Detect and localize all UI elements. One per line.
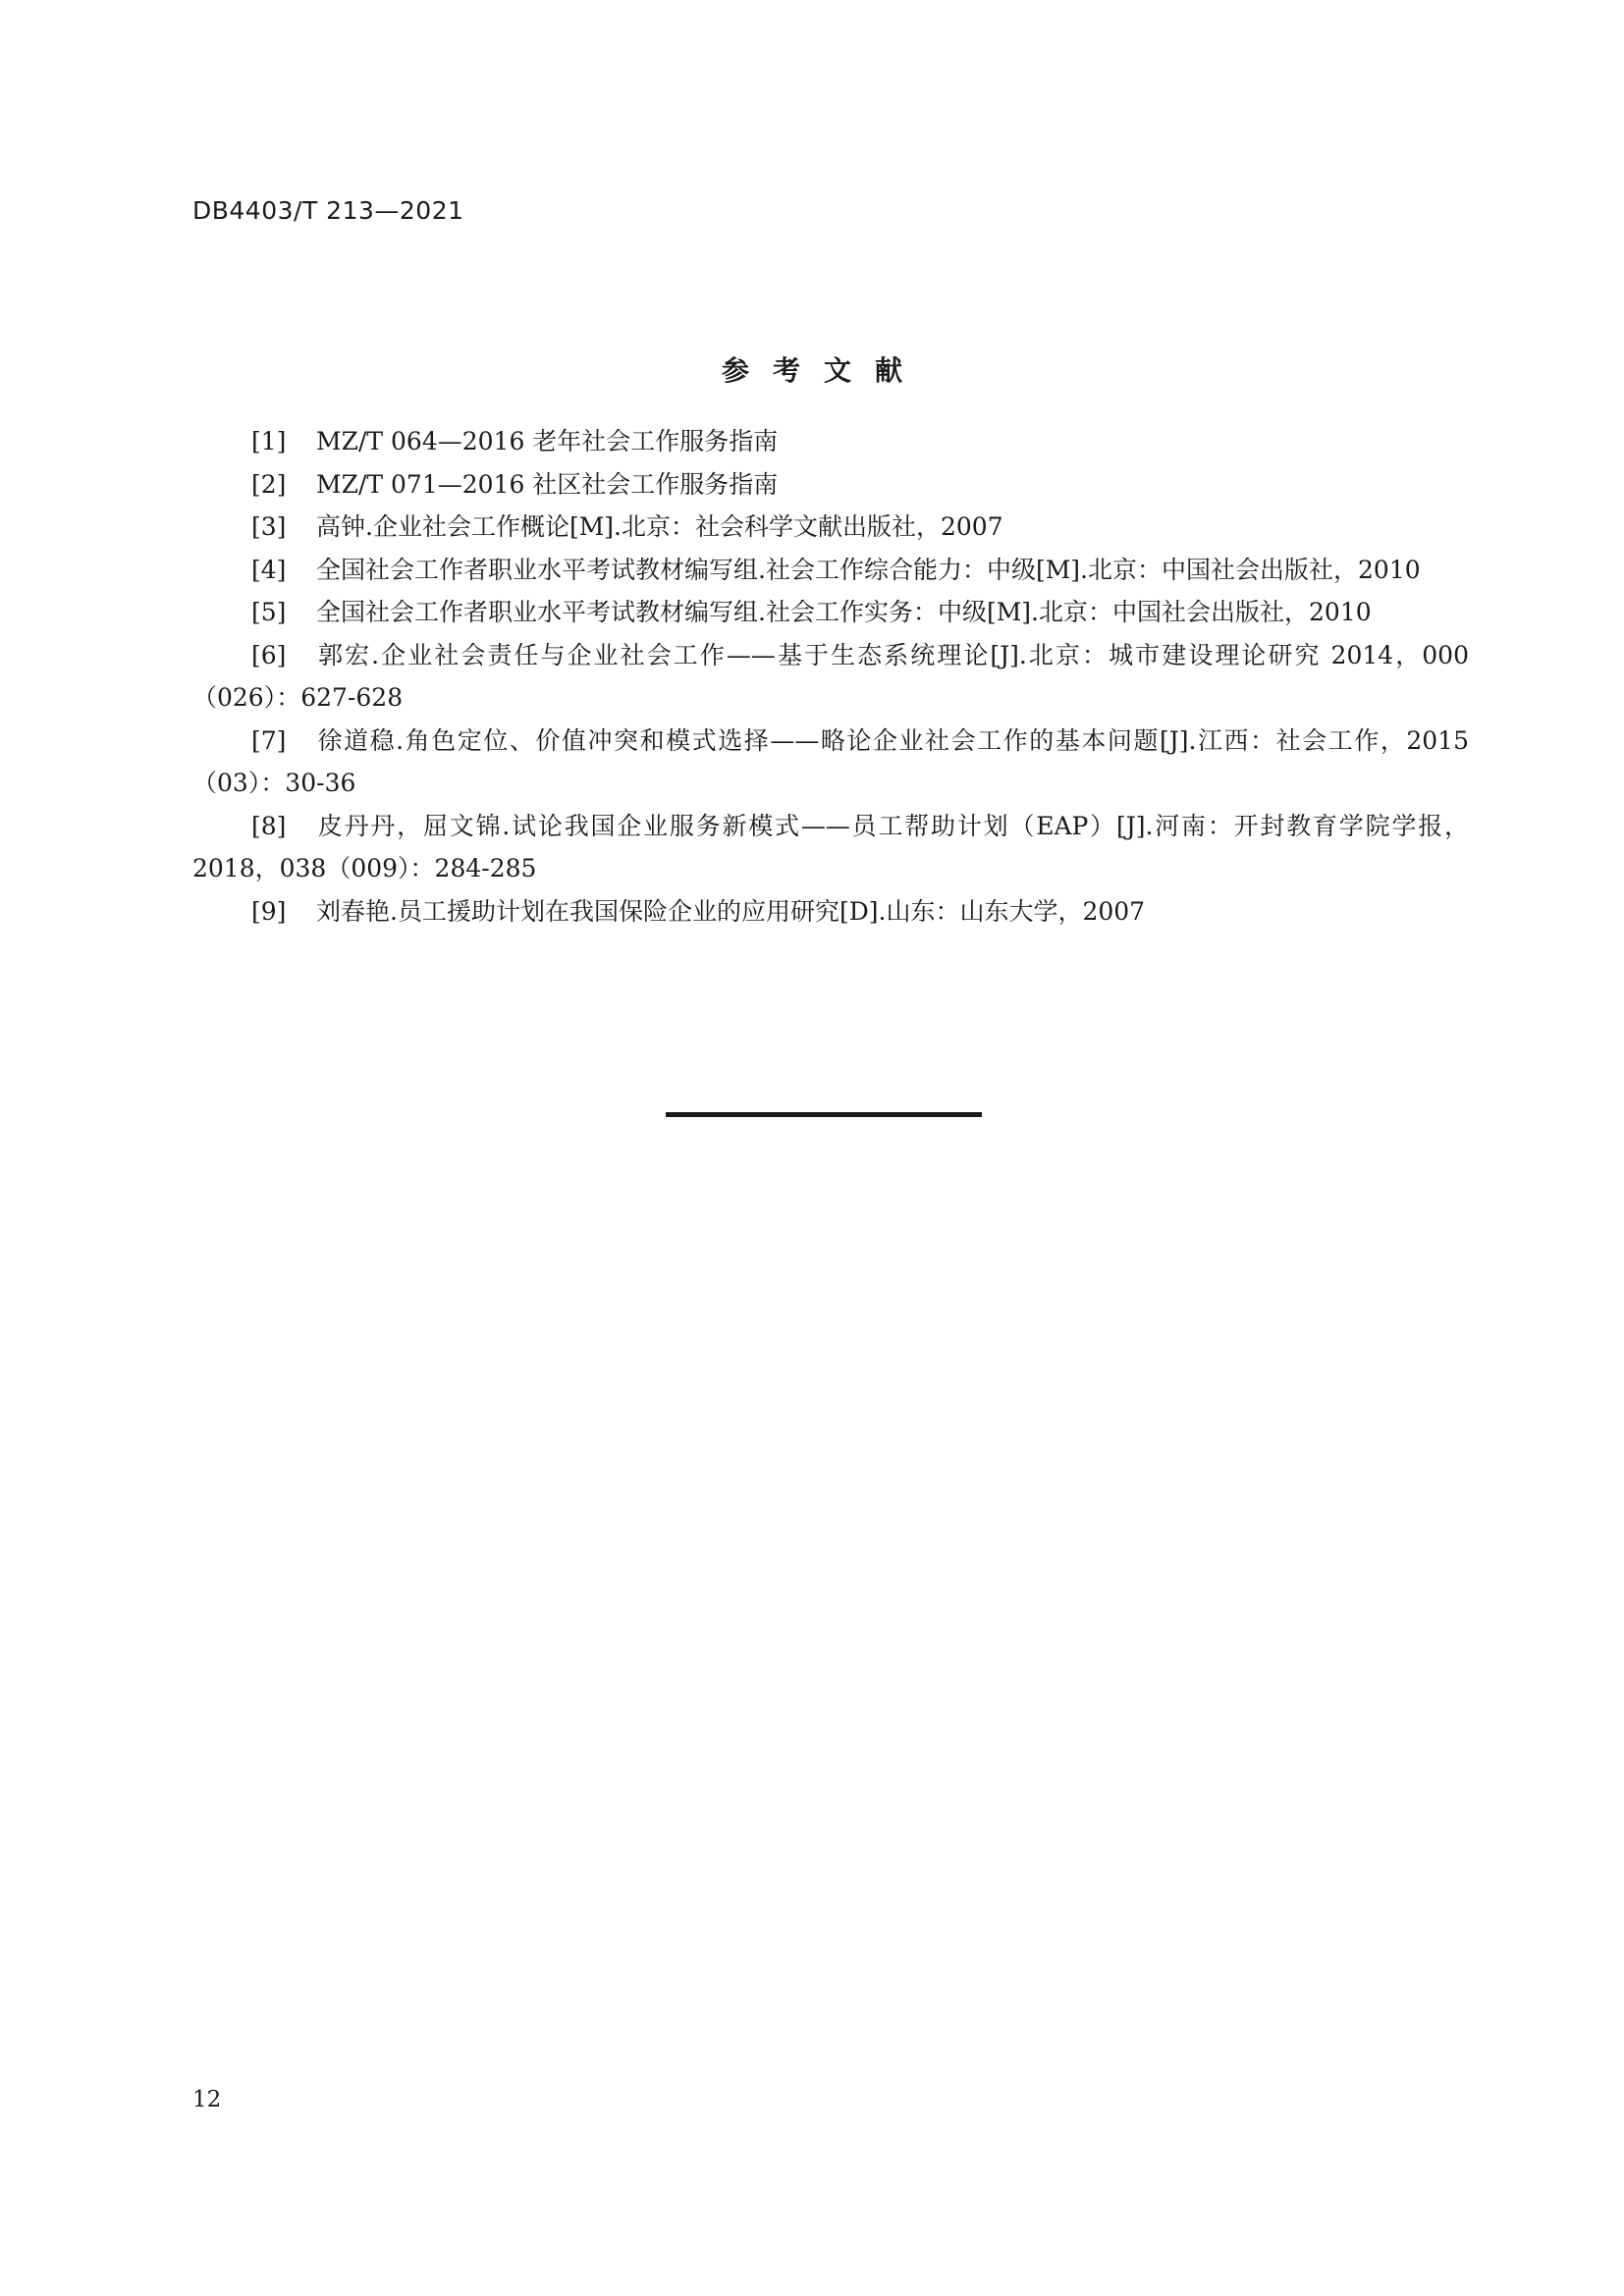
reference-text: 徐道稳.角色定位、价值冲突和模式选择——略论企业社会工作的基本问题[J].江西：社会工作，2015（03）：30-36 (192, 725, 1469, 797)
reference-item (192, 890, 1469, 934)
reference-item (192, 591, 1469, 634)
reference-number: [6] (251, 640, 287, 669)
reference-number: [8] (251, 811, 287, 840)
end-of-document-rule (666, 1112, 982, 1117)
reference-text: MZ/T 071—2016 社区社会工作服务指南 (316, 469, 779, 499)
reference-item (192, 506, 1469, 549)
reference-text: 全国社会工作者职业水平考试教材编写组.社会工作综合能力：中级[M].北京：中国社会出版社，2010 (316, 555, 1421, 584)
reference-item (192, 805, 1469, 890)
reference-text: 高钟.企业社会工作概论[M].北京：社会科学文献出版社，2007 (316, 512, 1003, 541)
reference-number: [5] (251, 598, 287, 626)
reference-item (192, 720, 1469, 805)
reference-text: 郭宏.企业社会责任与企业社会工作——基于生态系统理论[J].北京：城市建设理论研究 2014，000（026）：627-628 (192, 640, 1469, 712)
document-code: DB4403/T 213—2021 (192, 196, 464, 225)
reference-text: 全国社会工作者职业水平考试教材编写组.社会工作实务：中级[M].北京：中国社会出版社，2010 (316, 598, 1372, 626)
page-number: 12 (192, 2087, 222, 2112)
reference-item (192, 463, 1469, 507)
reference-item (192, 634, 1469, 720)
reference-number: [2] (251, 469, 287, 499)
reference-text: MZ/T 064—2016 老年社会工作服务指南 (316, 427, 779, 455)
section-title: 参考文献 (721, 354, 926, 387)
reference-text: 皮丹丹，屈文锦.试论我国企业服务新模式——员工帮助计划（EAP）[J].河南：开封教育学院学报，2018，038（009）：284-285 (192, 811, 1469, 882)
reference-item (192, 549, 1469, 592)
reference-list (192, 420, 1469, 933)
reference-number: [9] (251, 896, 287, 926)
reference-number: [1] (251, 427, 287, 455)
reference-item (192, 420, 1469, 463)
reference-number: [7] (251, 725, 287, 755)
reference-number: [4] (251, 555, 287, 584)
reference-number: [3] (251, 512, 287, 541)
reference-text: 刘春艳.员工援助计划在我国保险企业的应用研究[D].山东：山东大学，2007 (316, 896, 1146, 926)
